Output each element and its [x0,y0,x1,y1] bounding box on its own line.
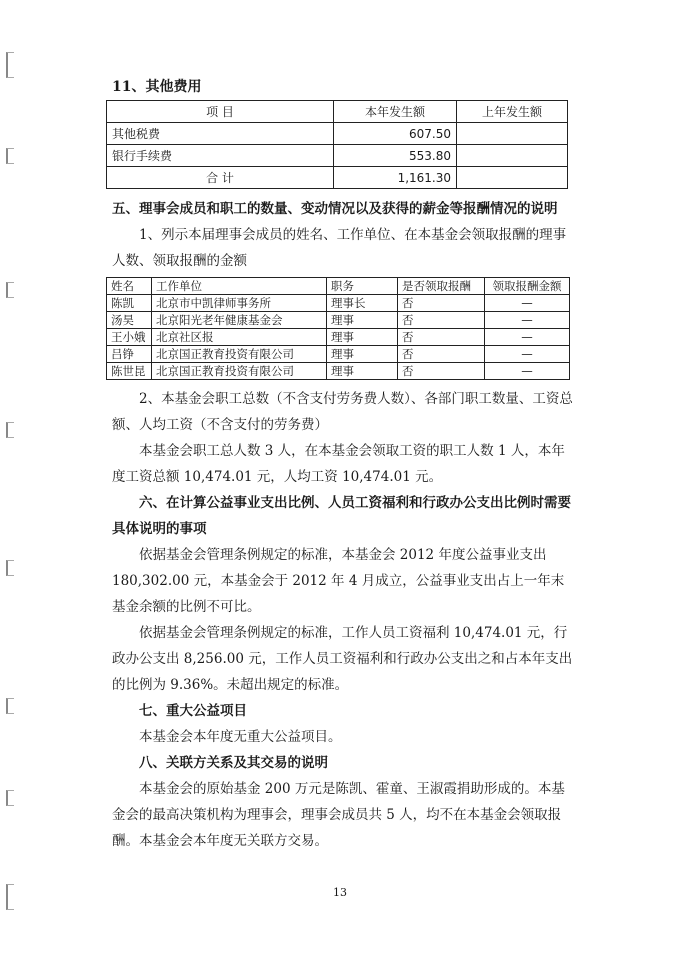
cell-total-label: 合 计 [107,167,334,189]
table-total-row [107,167,568,189]
section-11-title: 11、其他费用 [112,79,202,95]
section-6-title: 六、在计算公益事业支出比例、人员工资福利和行政办公支出比例时需要具体说明的事项 [112,495,571,537]
col-header-prior-year: 上年发生额 [457,101,568,123]
cell-paid: 否 [398,329,485,346]
section-7-title: 七、重大公益项目 [139,703,247,719]
section-7-body: 本基金会本年度无重大公益项目。 [139,729,342,745]
cell-item: 银行手续费 [107,145,334,167]
section-5-title: 五、理事会成员和职工的数量、变动情况以及获得的薪金等报酬情况的说明 [112,201,558,217]
board-members-table [106,277,570,380]
cell-name: 王小娥 [107,329,152,346]
cell-current: 607.50 [334,123,457,145]
binding-mark [6,422,14,438]
section-5-sub1: 1、列示本届理事会成员的姓名、工作单位、在本基金会领取报酬的理事人数、领取报酬的金额 [112,227,567,269]
cell-amount: — [485,329,570,346]
cell-employer: 北京社区报 [152,329,327,346]
section-8-body: 本基金会的原始基金 200 万元是陈凯、霍童、王淑霞捐助形成的。本基金会的最高决策机构为理事会，理事会成员共 5 人，均不在本基金会领取报酬。本基金会本年度无关联方交易。 [112,781,565,849]
col-header-amount: 领取报酬金额 [485,278,570,295]
cell-name: 汤昊 [107,312,152,329]
cell-amount: — [485,363,570,380]
cell-paid: 否 [398,295,485,312]
table-row [107,312,570,329]
cell-position: 理事 [327,329,398,346]
cell-name: 吕铮 [107,346,152,363]
col-header-current-year: 本年发生额 [334,101,457,123]
binding-mark [6,282,14,298]
section-5-sub2: 2、本基金会职工总数（不含支付劳务费人数）、各部门职工数量、工资总额、人均工资（不含支付的劳务费） [112,391,573,433]
cell-employer: 北京市中凯律师事务所 [152,295,327,312]
cell-amount: — [485,312,570,329]
section-5-sub2-body: 本基金会职工总人数 3 人，在本基金会领取工资的职工人数 1 人，本年度工资总额 10,474.01 元，人均工资 10,474.01 元。 [112,443,565,485]
binding-mark [6,698,14,714]
section-6-paragraph-1: 依据基金会管理条例规定的标准，本基金会 2012 年度公益事业支出 180,302.00 元，本基金会于 2012 年 4 月成立，公益事业支出占上一年末基金余额的比例不可比。 [112,547,565,615]
page-number: 13 [333,886,347,899]
table-row [107,145,568,167]
cell-name: 陈凯 [107,295,152,312]
cell-name: 陈世昆 [107,363,152,380]
cell-current: 553.80 [334,145,457,167]
cell-position: 理事 [327,363,398,380]
cell-amount: — [485,346,570,363]
section-8-title: 八、关联方关系及其交易的说明 [139,755,328,771]
table-row [107,363,570,380]
cell-position: 理事长 [327,295,398,312]
col-header-position: 职务 [327,278,398,295]
cell-employer: 北京阳光老年健康基金会 [152,312,327,329]
cell-employer: 北京国正教育投资有限公司 [152,346,327,363]
other-expenses-table [106,100,568,189]
binding-mark [6,148,14,164]
table-row [107,123,568,145]
cell-paid: 否 [398,312,485,329]
table-header-row [107,278,570,295]
cell-prior [457,145,568,167]
cell-prior [457,123,568,145]
cell-total-prior [457,167,568,189]
table-header-row [107,101,568,123]
cell-paid: 否 [398,346,485,363]
cell-paid: 否 [398,363,485,380]
binding-mark [6,790,14,806]
binding-mark [6,560,14,576]
table-row [107,346,570,363]
cell-position: 理事 [327,312,398,329]
col-header-name: 姓名 [107,278,152,295]
col-header-item: 项 目 [107,101,334,123]
cell-employer: 北京国正教育投资有限公司 [152,363,327,380]
binding-mark [6,52,14,78]
table-row [107,329,570,346]
cell-total-current: 1,161.30 [334,167,457,189]
cell-item: 其他税费 [107,123,334,145]
col-header-employer: 工作单位 [152,278,327,295]
table-row [107,295,570,312]
section-6-paragraph-2: 依据基金会管理条例规定的标准，工作人员工资福利 10,474.01 元，行政办公支出 8,256.00 元，工作人员工资福利和行政办公支出之和占本年支出的比例为 9.36%。未超出规定的标准。 [112,625,573,693]
cell-position: 理事 [327,346,398,363]
col-header-paid: 是否领取报酬 [398,278,485,295]
cell-amount: — [485,295,570,312]
